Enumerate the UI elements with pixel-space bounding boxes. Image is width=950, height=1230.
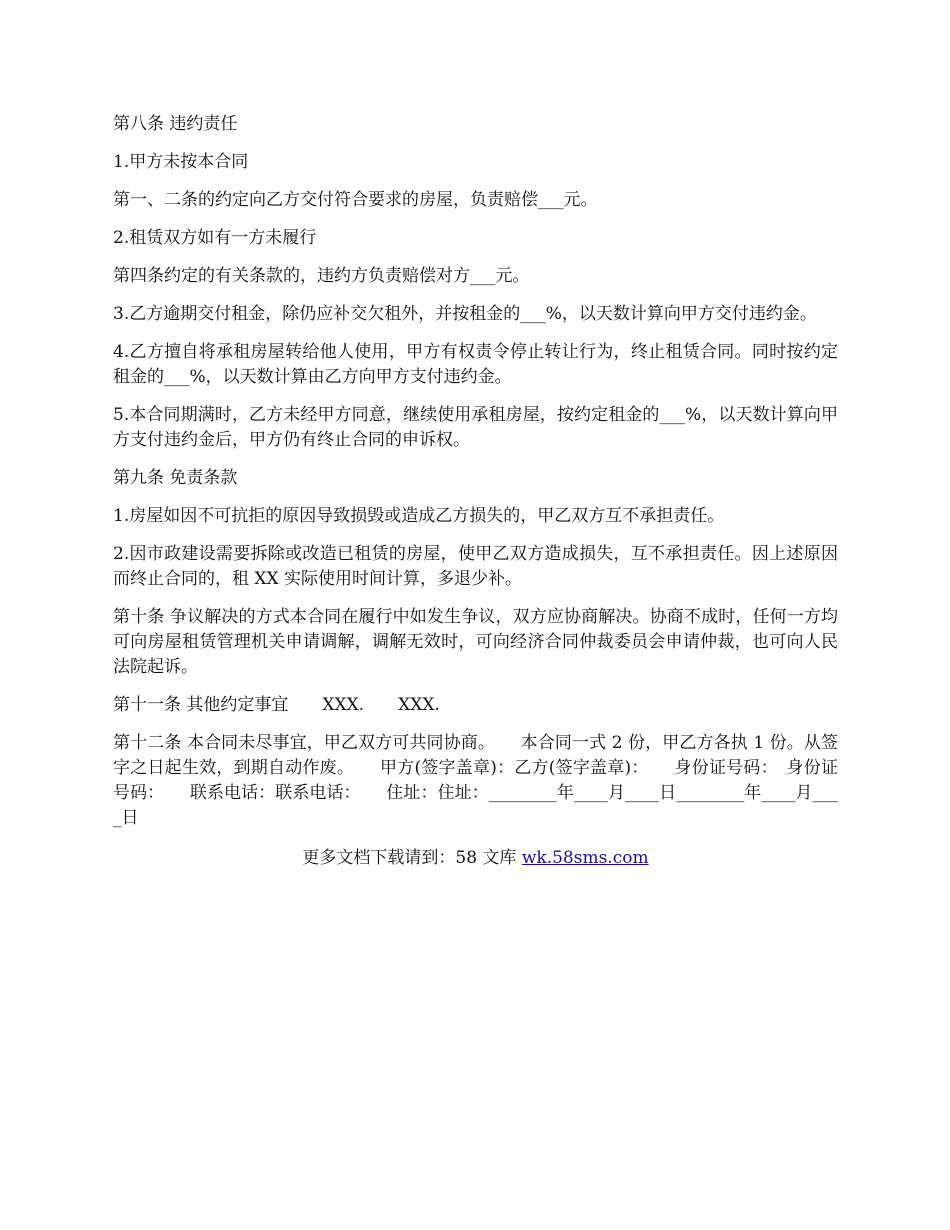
- download-footer: [113, 846, 838, 871]
- clause-8-1-intro: 1.甲方未按本合同: [113, 152, 249, 172]
- clause-9-2: 2.因市政建设需要拆除或改造已租赁的房屋，使甲乙双方造成损失，互不承担责任。因上述原因而终止合同的，租 XX 实际使用时间计算，多退少补。: [113, 544, 838, 589]
- clause-8-4: 4.乙方擅自将承租房屋转给他人使用，甲方有权责令停止转让行为，终止租赁合同。同时按约定租金的___%，以天数计算由乙方向甲方支付违约金。: [113, 342, 838, 387]
- clause-8-2-text: 第四条约定的有关条款的，违约方负责赔偿对方___元。: [113, 266, 530, 286]
- clause-8-5: 5.本合同期满时，乙方未经甲方同意，继续使用承租房屋，按约定租金的___%，以天数计算向甲方支付违约金后，甲方仍有终止合同的申诉权。: [113, 405, 838, 450]
- article-9-heading: 第九条 免责条款: [113, 468, 238, 488]
- footer-text: 更多文档下载请到：58 文库: [302, 848, 522, 868]
- article-10: 第十条 争议解决的方式本合同在履行中如发生争议，双方应协商解决。协商不成时，任何一方均可向房屋租赁管理机关申请调解，调解无效时，可向经济合同仲裁委员会申请仲裁，也可向人民法院起诉。: [113, 607, 838, 677]
- clause-8-1-text: 第一、二条的约定向乙方交付符合要求的房屋，负责赔偿___元。: [113, 190, 598, 210]
- footer-link[interactable]: wk.58sms.com: [521, 848, 649, 868]
- clause-8-3: 3.乙方逾期交付租金，除仍应补交欠租外，并按租金的___%，以天数计算向甲方交付违约金。: [113, 304, 817, 324]
- article-12: 第十二条 本合同未尽事宜，甲乙双方可共同协商。 本合同一式 2 份，甲乙方各执 1 份。从签字之日起生效，到期自动作废。 甲方(签字盖章)：乙方(签字盖章)： 身份证号码： 身份证号码： 联系电话：联系电话： 住址：住址：________年____月____日________年____月____日: [113, 733, 838, 828]
- clause-8-2-intro: 2.租赁双方如有一方未履行: [113, 228, 317, 248]
- document-body: [113, 112, 838, 871]
- clause-9-1: 1.房屋如因不可抗拒的原因导致损毁或造成乙方损失的，甲乙双方互不承担责任。: [113, 506, 725, 526]
- article-11: 第十一条 其他约定事宜 XXX. XXX.: [113, 695, 440, 715]
- article-8-heading: 第八条 违约责任: [113, 114, 238, 134]
